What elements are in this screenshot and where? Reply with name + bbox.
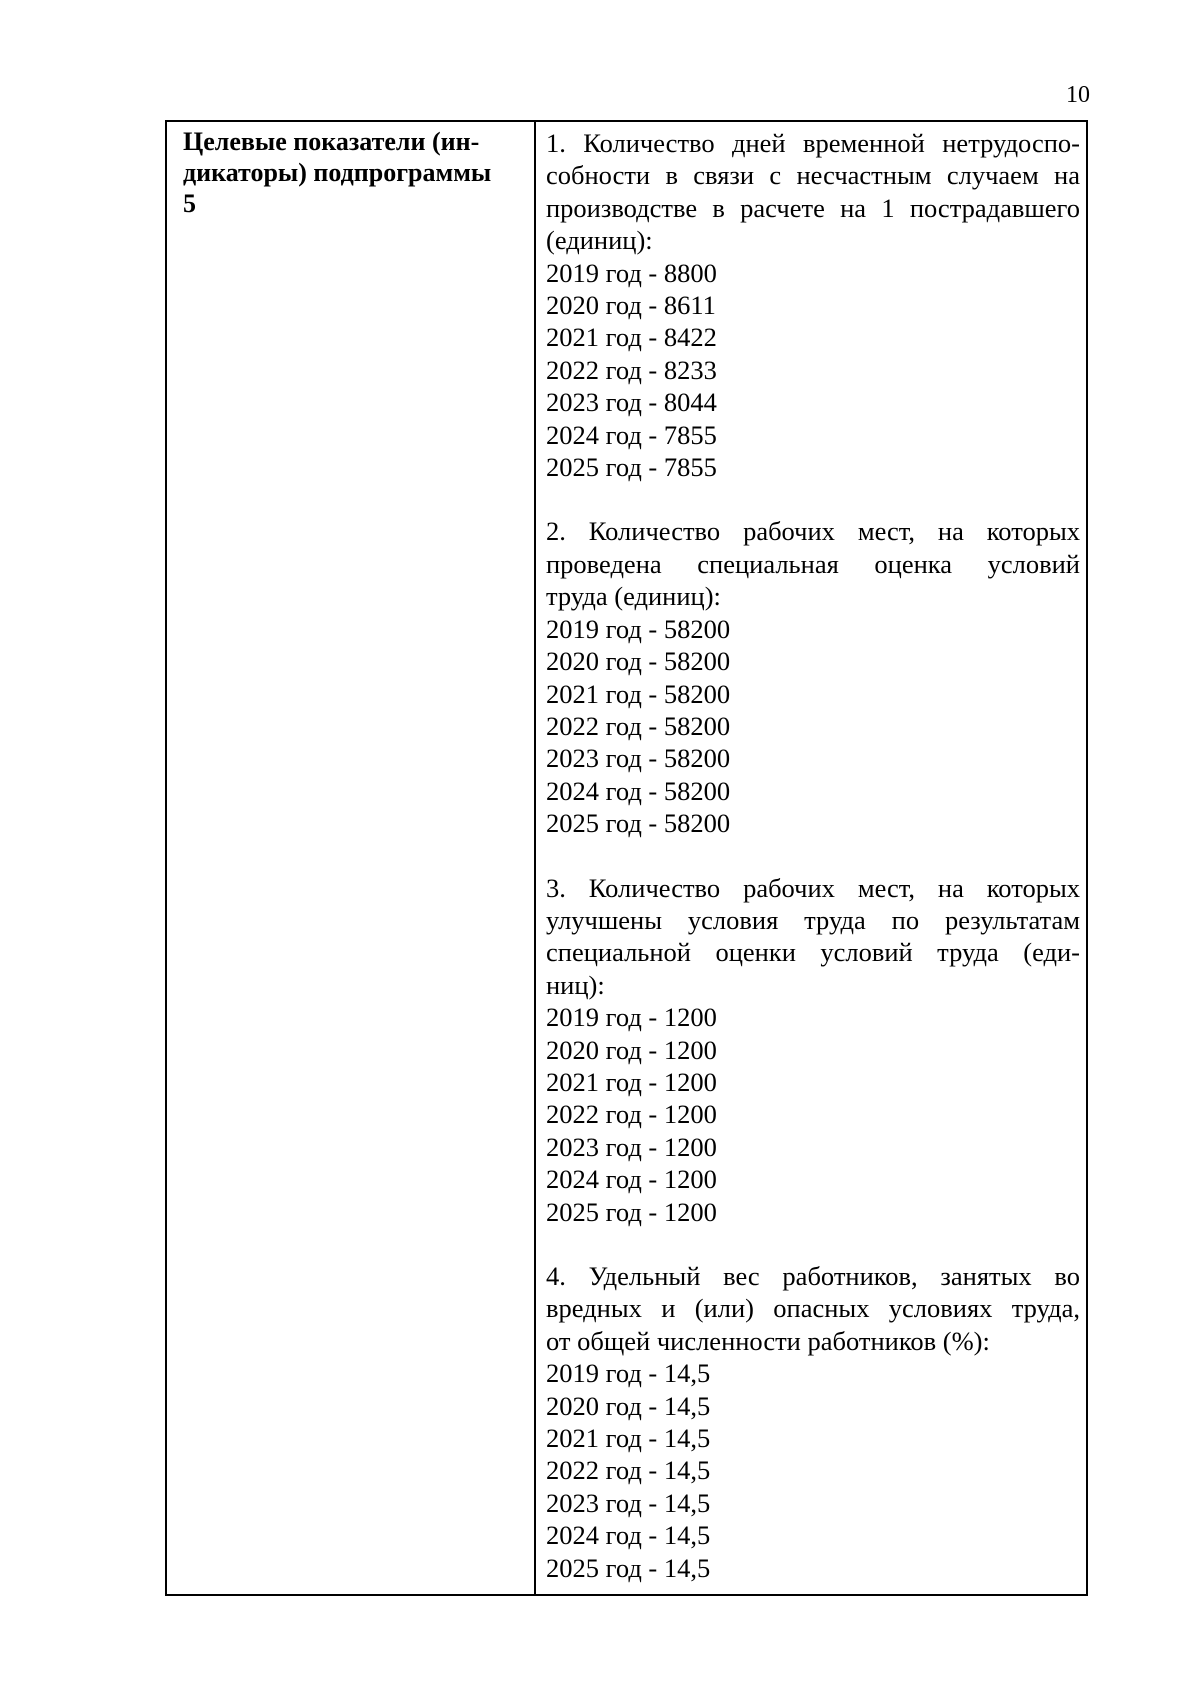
indicator-description-line: производстве в расчете на 1 пострадавшего [546, 192, 1080, 223]
indicator-year-value: 2021 год - 14,5 [546, 1423, 711, 1454]
indicator-description-line: (единиц): [546, 225, 653, 256]
row-header-line: дикаторы) подпрограммы [183, 158, 492, 187]
indicator-description-line: труда (единиц): [546, 581, 721, 612]
indicator-description-line: вредных и (или) опасных условиях труда, [546, 1293, 1080, 1324]
indicator-description-line: 4. Удельный вес работников, занятых во [546, 1261, 1080, 1291]
indicator-year-value: 2021 год - 58200 [546, 678, 731, 709]
indicator-year-value: 2021 год - 8422 [546, 322, 717, 353]
indicator-year-value: 2020 год - 14,5 [546, 1390, 711, 1421]
indicator-year-value: 2024 год - 7855 [546, 419, 717, 450]
indicator-year-value: 2024 год - 14,5 [546, 1520, 711, 1551]
indicator-description-line: улучшены условия труда по результатам [546, 904, 1080, 935]
indicator-description-line: 1. Количество дней временной нетрудоспо- [546, 128, 1080, 158]
indicators-table [165, 120, 1088, 1596]
indicator-description-line: ниц): [546, 969, 605, 1000]
indicator-description-line: специальной оценки условий труда (еди- [546, 937, 1080, 968]
indicator-year-value: 2020 год - 1200 [546, 1034, 717, 1065]
indicator-description-line: 2. Количество рабочих мест, на которых [546, 516, 1080, 547]
row-header-cell [167, 122, 536, 1594]
indicator-year-value: 2022 год - 8233 [546, 354, 717, 385]
indicator-year-value: 2025 год - 1200 [546, 1196, 717, 1227]
indicator-year-value: 2025 год - 14,5 [546, 1552, 711, 1583]
indicator-year-value: 2024 год - 58200 [546, 775, 731, 806]
indicator-block [546, 515, 1080, 839]
indicator-year-value: 2020 год - 8611 [546, 290, 716, 321]
indicator-year-value: 2019 год - 58200 [546, 613, 731, 644]
indicator-year-value: 2023 год - 1200 [546, 1131, 717, 1162]
indicator-block [546, 127, 1080, 483]
indicator-year-value: 2025 год - 58200 [546, 808, 731, 839]
indicator-year-value: 2023 год - 8044 [546, 387, 717, 418]
indicator-year-value: 2020 год - 58200 [546, 646, 731, 677]
indicator-year-value: 2022 год - 58200 [546, 710, 731, 741]
indicator-description-line: проведена специальная оценка условий [546, 548, 1080, 579]
indicator-description-line: от общей численности работников (%): [546, 1325, 990, 1356]
indicator-year-value: 2023 год - 14,5 [546, 1487, 711, 1518]
indicator-year-value: 2019 год - 1200 [546, 1002, 717, 1033]
indicator-year-value: 2021 год - 1200 [546, 1066, 717, 1097]
page-number: 10 [1066, 82, 1090, 108]
indicators-cell [536, 122, 1086, 1594]
indicator-year-value: 2022 год - 14,5 [546, 1455, 711, 1486]
indicator-year-value: 2024 год - 1200 [546, 1164, 717, 1195]
indicator-block [546, 1260, 1080, 1584]
indicator-block [546, 872, 1080, 1228]
indicator-description-line: собности в связи с несчастным случаем на [546, 160, 1080, 191]
indicator-year-value: 2019 год - 14,5 [546, 1358, 711, 1389]
indicator-year-value: 2022 год - 1200 [546, 1099, 717, 1130]
indicator-year-value: 2025 год - 7855 [546, 452, 717, 483]
indicator-year-value: 2023 год - 58200 [546, 743, 731, 774]
indicator-description-line: 3. Количество рабочих мест, на которых [546, 872, 1080, 903]
indicator-year-value: 2019 год - 8800 [546, 257, 717, 288]
row-header-line: Целевые показатели (ин- [183, 127, 480, 156]
row-header-line: 5 [183, 189, 196, 218]
